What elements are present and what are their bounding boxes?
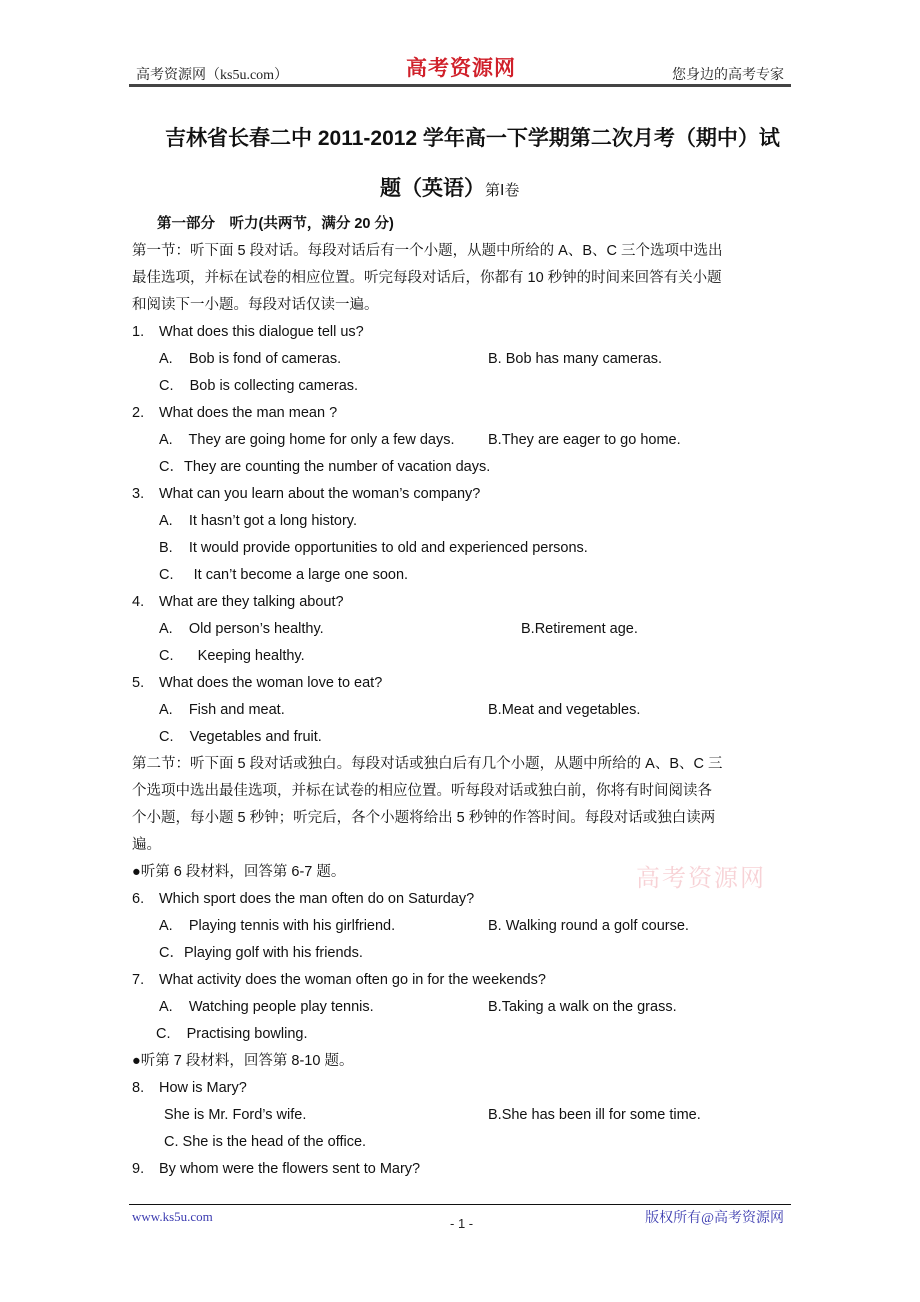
watermark-logo: 高考资源网	[636, 864, 766, 892]
question-text: What does the woman love to eat?	[159, 675, 383, 691]
option-b: B. It would provide opportunities to old and experienced persons.	[159, 540, 588, 556]
section2-instruction: 遍。	[132, 837, 161, 853]
option-b: B.Meat and vegetables.	[488, 702, 641, 718]
section2-instruction: 个小题，每小题 5 秒钟；听完后，各个小题将给出 5 秒钟的作答时间。每段对话或独白读两	[132, 810, 716, 826]
section2-instruction: 个选项中选出最佳选项，并标在试卷的相应位置。听每段对话或独白前，你将有时间阅读各	[132, 783, 712, 799]
option-b: B.She has been ill for some time.	[488, 1107, 701, 1123]
question-number: 1.	[132, 324, 145, 340]
document-title-line2	[380, 172, 519, 202]
option-a: A. Bob is fond of cameras.	[159, 351, 342, 367]
question-number: 4.	[132, 594, 145, 610]
question-text: Which sport does the man often do on Saturday?	[159, 891, 475, 907]
section2-instruction: 第二节：听下面 5 段对话或独白。每段对话或独白后有几个小题，从题中所给的 A、B、C 三	[132, 756, 723, 772]
footer-divider	[129, 1204, 791, 1205]
option-a: A. It hasn’t got a long history.	[159, 513, 358, 529]
page-number: - 1 -	[450, 1216, 474, 1231]
section1-instruction: 最佳选项，并标在试卷的相应位置。听完每段对话后，你都有 10 秒钟的时间来回答有关小题	[132, 270, 722, 286]
question-number: 2.	[132, 405, 145, 421]
option-a: A. Playing tennis with his girlfriend.	[159, 918, 396, 934]
section1-instruction: 和阅读下一小题。每段对话仅读一遍。	[132, 297, 379, 313]
option-c: C．They are counting the number of vacation days.	[159, 459, 491, 475]
question-number: 6.	[132, 891, 145, 907]
header-slogan: 您身边的高考专家	[672, 68, 784, 83]
question-text: What activity does the woman often go in for the weekends?	[159, 972, 546, 988]
option-b: B.Retirement age.	[521, 621, 638, 637]
option-b: B. Bob has many cameras.	[488, 351, 663, 367]
document-title-line1: 吉林省长春二中 2011-2012 学年高一下学期第二次月考（期中）试	[165, 127, 780, 150]
part1-heading: 第一部分 听力(共两节，满分 20 分)	[157, 216, 394, 232]
option-b: B.They are eager to go home.	[488, 432, 681, 448]
header-site-name: 高考资源网（ks5u.com）	[136, 68, 289, 83]
option-a: A. Old person’s healthy.	[159, 621, 324, 637]
option-c: C. Bob is collecting cameras.	[159, 378, 359, 394]
header-divider	[129, 84, 791, 87]
material-7-heading: ●听第 7 段材料，回答第 8-10 题。	[132, 1053, 354, 1069]
option-c: C. Vegetables and fruit.	[159, 729, 322, 745]
header-logo: 高考资源网	[406, 55, 516, 80]
option-c: C．Playing golf with his friends.	[159, 945, 363, 961]
question-text: What does the man mean ?	[159, 405, 338, 421]
section1-instruction: 第一节：听下面 5 段对话。每段对话后有一个小题，从题中所给的 A、B、C 三个选项中选出	[132, 243, 723, 259]
question-text: What does this dialogue tell us?	[159, 324, 364, 340]
footer-copyright: 版权所有@高考资源网	[645, 1211, 784, 1226]
option-a: She is Mr. Ford’s wife.	[164, 1107, 307, 1123]
material-6-heading: ●听第 6 段材料，回答第 6-7 题。	[132, 864, 346, 880]
option-a: A. Fish and meat.	[159, 702, 285, 718]
option-b: B. Walking round a golf course.	[488, 918, 689, 934]
question-text: By whom were the flowers sent to Mary?	[159, 1161, 421, 1177]
question-number: 9.	[132, 1161, 145, 1177]
option-c: C. It can’t become a large one soon.	[159, 567, 409, 583]
option-a: A. They are going home for only a few days.	[159, 432, 455, 448]
option-c: C. Practising bowling.	[156, 1026, 308, 1042]
title-volume: 第Ⅰ卷	[485, 183, 520, 199]
question-number: 3.	[132, 486, 145, 502]
option-c: C. Keeping healthy.	[159, 648, 305, 664]
question-text: What can you learn about the woman’s company?	[159, 486, 481, 502]
question-number: 7.	[132, 972, 145, 988]
option-c: C. She is the head of the office.	[164, 1134, 367, 1150]
question-text: What are they talking about?	[159, 594, 344, 610]
option-a: A. Watching people play tennis.	[159, 999, 374, 1015]
question-number: 8.	[132, 1080, 145, 1096]
title-subject: 题（英语）	[380, 177, 485, 200]
footer-website-link[interactable]: www.ks5u.com	[132, 1209, 213, 1224]
question-text: How is Mary?	[159, 1080, 247, 1096]
option-b: B.Taking a walk on the grass.	[488, 999, 677, 1015]
question-number: 5.	[132, 675, 145, 691]
